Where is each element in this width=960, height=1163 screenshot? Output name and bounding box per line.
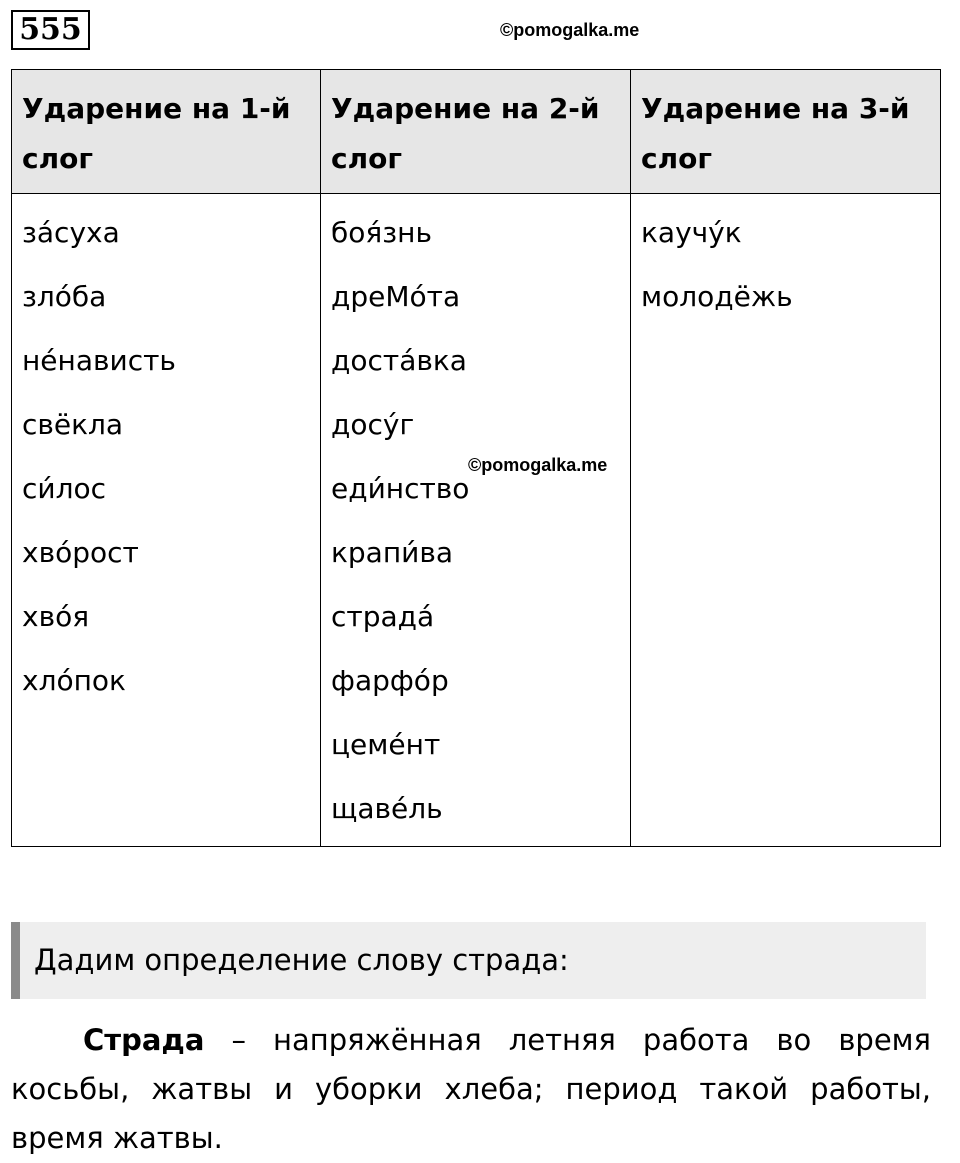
word: хво́рост bbox=[22, 536, 139, 569]
table-header-row bbox=[12, 70, 941, 194]
word: боя́знь bbox=[331, 216, 432, 249]
table-row bbox=[12, 194, 941, 847]
word: еди́нство bbox=[331, 472, 470, 505]
header-stress-1: Ударение на 1-й слог bbox=[12, 70, 321, 194]
word: досу́г bbox=[331, 408, 415, 441]
word: свёкла bbox=[22, 408, 124, 441]
word: каучу́к bbox=[641, 216, 742, 249]
word: крапи́ва bbox=[331, 536, 454, 569]
definition-text bbox=[11, 1016, 931, 1163]
watermark-top: ©pomogalka.me bbox=[500, 20, 640, 40]
word: щаве́ль bbox=[331, 792, 443, 825]
word: хло́пок bbox=[22, 664, 126, 697]
definition-header: Дадим определение слову страда: bbox=[11, 922, 926, 999]
word: доста́вка bbox=[331, 344, 467, 377]
definition-term: Страда bbox=[83, 1023, 205, 1057]
word: фарфо́р bbox=[331, 664, 449, 697]
word: молодёжь bbox=[641, 280, 793, 313]
word: цеме́нт bbox=[331, 728, 441, 761]
header-stress-2: Ударение на 2-й слог bbox=[321, 70, 631, 194]
word: страда́ bbox=[331, 600, 435, 633]
word: не́нависть bbox=[22, 344, 176, 377]
exercise-number: 555 bbox=[11, 10, 90, 50]
word: си́лос bbox=[22, 472, 107, 505]
watermark-middle: ©pomogalka.me bbox=[468, 455, 608, 475]
word: зло́ба bbox=[22, 280, 107, 313]
column-stress-1 bbox=[12, 194, 321, 847]
word: дреМо́та bbox=[331, 280, 461, 313]
column-stress-3 bbox=[631, 194, 941, 847]
column-stress-2 bbox=[321, 194, 631, 847]
header-stress-3: Ударение на 3-й слог bbox=[631, 70, 941, 194]
word: за́суха bbox=[22, 216, 120, 249]
word: хво́я bbox=[22, 600, 90, 633]
definition-body: – напряжённая летняя работа во время косьбы, жатвы и уборки хлеба; период такой работы, время жатвы. bbox=[11, 1023, 931, 1155]
